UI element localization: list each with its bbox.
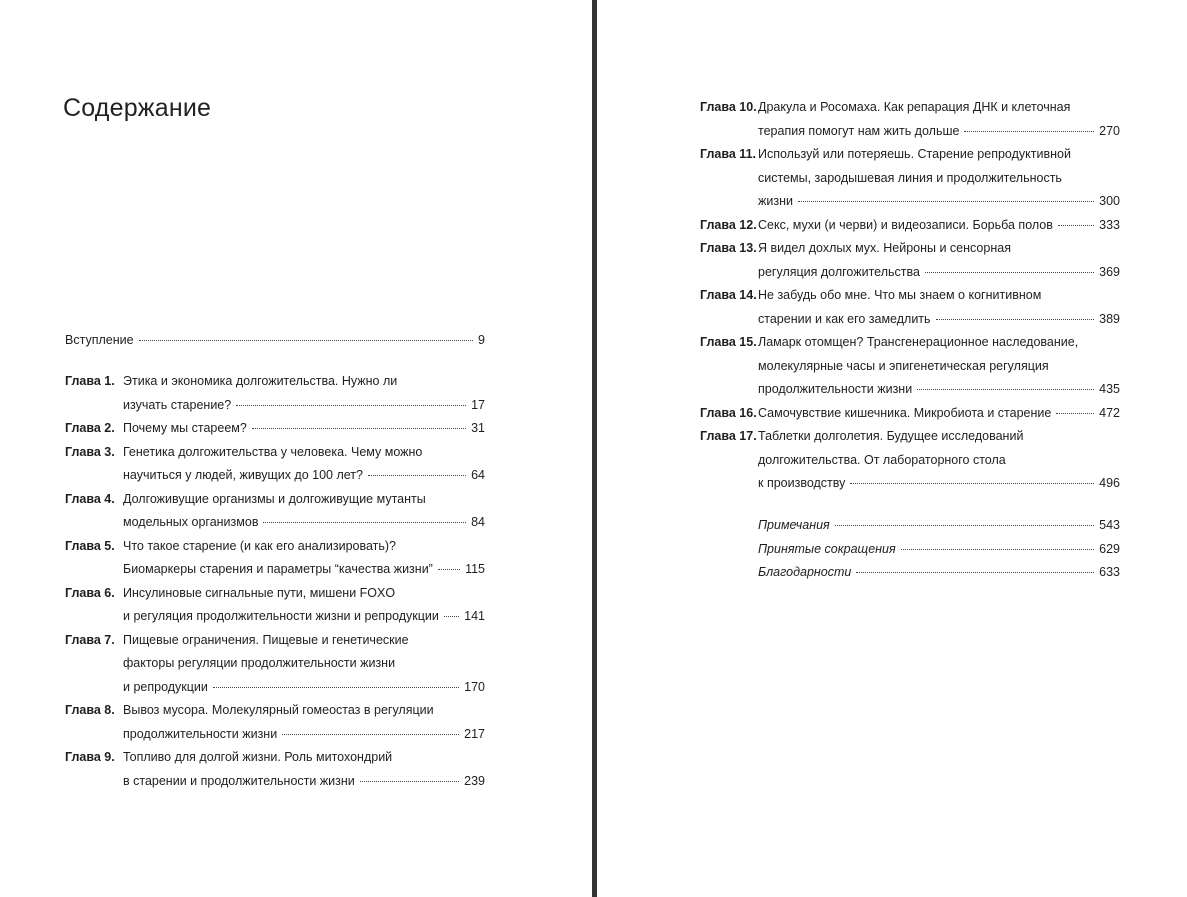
chapter-label: Глава 6.: [65, 585, 115, 600]
page-number: 64: [471, 468, 485, 482]
toc-line: [65, 699, 485, 723]
page-number: 217: [464, 726, 485, 741]
toc-line: [700, 190, 1120, 214]
chapter-title-line: Самочувствие кишечника. Микробиота и старение: [758, 405, 1052, 420]
chapter-title-line: Я видел дохлых мух. Нейроны и сенсорная: [758, 241, 1011, 255]
back-matter-title: Примечания: [758, 518, 830, 532]
chapter-title-line: Что такое старение (и как его анализировать)?: [123, 538, 397, 553]
dot-leader: [856, 572, 1094, 573]
toc-entry[interactable]: [700, 214, 1120, 238]
dot-leader: [282, 734, 459, 735]
toc-line: [700, 425, 1120, 449]
dot-leader: [798, 201, 1094, 202]
toc-line: [65, 417, 485, 441]
toc-line: [65, 329, 485, 353]
chapter-label: Глава 5.: [65, 538, 115, 553]
toc-line: [700, 284, 1120, 308]
toc-entry[interactable]: [700, 402, 1120, 426]
chapter-title-line: Инсулиновые сигнальные пути, мишени FOXO: [123, 585, 396, 600]
page-number: 300: [1099, 194, 1120, 208]
toc-line: [65, 464, 485, 488]
dot-leader: [252, 428, 466, 429]
toc-line: [65, 605, 485, 629]
chapter-title-line: Биомаркеры старения и параметры “качества жизни”: [123, 562, 433, 576]
toc-line: [700, 261, 1120, 285]
toc-entry[interactable]: [65, 441, 485, 488]
page-number: 435: [1099, 382, 1120, 396]
left-chapter-list: [65, 370, 485, 793]
chapter-title-line: Почему мы стареем?: [123, 421, 247, 435]
toc-entry[interactable]: [700, 331, 1120, 402]
dot-leader: [236, 405, 466, 406]
toc-entry[interactable]: [700, 96, 1120, 143]
chapter-label: Глава 15.: [700, 335, 757, 349]
chapter-title-line: Долгоживущие организмы и долгоживущие мутанты: [123, 491, 426, 506]
toc-line: [65, 676, 485, 700]
page-number: 389: [1099, 311, 1120, 326]
left-page: [0, 0, 592, 897]
dot-leader: [936, 319, 1095, 320]
chapter-title-line: и регуляция продолжительности жизни и репродукции: [123, 609, 439, 623]
chapter-label: Глава 11.: [700, 147, 756, 161]
toc-line: [700, 143, 1120, 167]
dot-leader: [360, 781, 459, 782]
chapter-title-line: Таблетки долголетия. Будущее исследований: [758, 429, 1024, 443]
chapter-title-line: факторы регуляции продолжительности жизни: [123, 656, 396, 670]
dot-leader: [213, 687, 459, 688]
chapter-title-line: Топливо для долгой жизни. Роль митохондрий: [123, 750, 393, 764]
page-number: 629: [1099, 541, 1120, 556]
chapter-title-line: старении и как его замедлить: [758, 311, 931, 326]
toc-entry[interactable]: [65, 699, 485, 746]
chapter-label: Глава 4.: [65, 491, 115, 506]
toc-entry[interactable]: [65, 370, 485, 417]
chapter-title-line: долгожительства. От лабораторного стола: [758, 452, 1006, 467]
toc-line: [700, 167, 1120, 191]
dot-leader: [438, 569, 460, 570]
chapter-label: Глава 9.: [65, 750, 115, 764]
chapter-title-line: жизни: [758, 194, 793, 208]
toc-line: [700, 308, 1120, 332]
toc-entry[interactable]: [700, 425, 1120, 496]
page-title: Содержание: [63, 94, 212, 122]
dot-leader: [835, 525, 1094, 526]
toc-line: [65, 629, 485, 653]
chapter-label: Глава 10.: [700, 100, 757, 114]
page-number: 239: [464, 773, 485, 788]
chapter-label: Глава 3.: [65, 444, 115, 459]
back-matter-title: Принятые сокращения: [758, 541, 896, 556]
page-number: 170: [464, 679, 485, 694]
page-number: 496: [1099, 476, 1120, 490]
chapter-title-line: научиться у людей, живущих до 100 лет?: [123, 468, 363, 482]
page-number: 270: [1099, 123, 1120, 138]
toc-entry[interactable]: [700, 143, 1120, 214]
toc-line: [700, 472, 1120, 496]
dot-leader: [444, 616, 459, 617]
chapter-title-line: системы, зародышевая линия и продолжительность: [758, 170, 1062, 185]
toc-line: [700, 355, 1120, 379]
chapter-title-line: Используй или потеряешь. Старение репродуктивной: [758, 147, 1071, 161]
dot-leader: [964, 131, 1094, 132]
toc-line: [65, 770, 485, 794]
toc-line: [700, 237, 1120, 261]
toc-line: [700, 214, 1120, 238]
chapter-title-line: Этика и экономика долгожительства. Нужно ли: [123, 374, 398, 388]
toc-entry[interactable]: [65, 488, 485, 535]
chapter-title-line: регуляция долгожительства: [758, 264, 920, 279]
page-number: 633: [1099, 565, 1120, 579]
toc-line: [65, 535, 485, 559]
page-number: 84: [471, 515, 485, 529]
chapter-label: Глава 16.: [700, 405, 757, 420]
chapter-title-line: продолжительности жизни: [123, 726, 278, 741]
toc-line: [700, 402, 1120, 426]
toc-line: [65, 370, 485, 394]
chapter-title-line: изучать старение?: [123, 397, 232, 412]
toc-line: [65, 558, 485, 582]
toc-line: [700, 96, 1120, 120]
toc-line: [700, 120, 1120, 144]
toc-line: [65, 746, 485, 770]
page-number: 9: [478, 333, 485, 347]
back-matter-title: Благодарности: [758, 565, 852, 579]
page-number: 17: [471, 397, 485, 412]
toc-line: [700, 378, 1120, 402]
toc-line: [65, 488, 485, 512]
chapter-title-line: Дракула и Росомаха. Как репарация ДНК и клеточная: [758, 100, 1071, 114]
chapter-title-line: и репродукции: [123, 679, 208, 694]
toc-entry[interactable]: [65, 746, 485, 793]
chapter-label: Глава 12.: [700, 217, 757, 232]
toc-entry[interactable]: [65, 629, 485, 700]
right-chapter-list: [700, 96, 1120, 496]
dot-leader: [139, 340, 473, 341]
dot-leader: [1056, 413, 1094, 414]
page-number: 115: [465, 562, 485, 576]
toc-line: [700, 331, 1120, 355]
dot-leader: [368, 475, 466, 476]
chapter-title-line: терапия помогут нам жить дольше: [758, 123, 960, 138]
toc-entry[interactable]: [65, 417, 485, 441]
toc-line: [65, 394, 485, 418]
dot-leader: [263, 522, 466, 523]
intro-entry[interactable]: [65, 329, 485, 353]
toc-entry[interactable]: [700, 237, 1120, 284]
chapter-title-line: Секс, мухи (и черви) и видеозаписи. Борьба полов: [758, 217, 1053, 232]
chapter-title-line: Ламарк отомщен? Трансгенерационное наследование,: [758, 335, 1079, 349]
chapter-label: Глава 2.: [65, 421, 115, 435]
toc-line: [700, 449, 1120, 473]
dot-leader: [1058, 225, 1094, 226]
chapter-title-line: Генетика долгожительства у человека. Чему можно: [123, 444, 423, 459]
toc-line: [65, 652, 485, 676]
toc-entry[interactable]: [65, 535, 485, 582]
chapter-label: Глава 14.: [700, 288, 757, 302]
chapter-title-line: в старении и продолжительности жизни: [123, 773, 355, 788]
chapter-title-line: Не забудь обо мне. Что мы знаем о когнитивном: [758, 288, 1042, 302]
toc-entry[interactable]: [65, 582, 485, 629]
chapter-label: Глава 17.: [700, 429, 757, 443]
page-number: 369: [1099, 264, 1120, 279]
page-number: 333: [1099, 217, 1120, 232]
toc-line: [65, 723, 485, 747]
back-matter-list: [700, 514, 1120, 585]
chapter-title-line: модельных организмов: [123, 515, 259, 529]
page-number: 141: [464, 609, 485, 623]
dot-leader: [925, 272, 1094, 273]
chapter-title-line: Вывоз мусора. Молекулярный гомеостаз в регуляции: [123, 703, 434, 717]
chapter-title-line: молекулярные часы и эпигенетическая регуляция: [758, 358, 1049, 373]
chapter-label: Глава 1.: [65, 374, 115, 388]
chapter-title-line: Пищевые ограничения. Пищевые и генетические: [123, 632, 409, 647]
intro-text: Вступление: [65, 333, 134, 347]
dot-leader: [901, 549, 1094, 550]
back-matter-entry[interactable]: [700, 514, 1120, 538]
back-matter-entry[interactable]: [700, 561, 1120, 585]
dot-leader: [850, 483, 1094, 484]
toc-line: [65, 582, 485, 606]
page-number: 31: [471, 421, 485, 435]
chapter-label: Глава 13.: [700, 241, 757, 255]
chapter-title-line: к производству: [758, 476, 846, 490]
back-matter-entry[interactable]: [700, 538, 1120, 562]
toc-entry[interactable]: [700, 284, 1120, 331]
toc-line: [65, 441, 485, 465]
page-number: 543: [1099, 518, 1120, 532]
chapter-label: Глава 8.: [65, 703, 115, 717]
page-number: 472: [1099, 405, 1120, 420]
chapter-title-line: продолжительности жизни: [758, 382, 913, 396]
toc-line: [65, 511, 485, 535]
dot-leader: [917, 389, 1094, 390]
chapter-label: Глава 7.: [65, 632, 115, 647]
